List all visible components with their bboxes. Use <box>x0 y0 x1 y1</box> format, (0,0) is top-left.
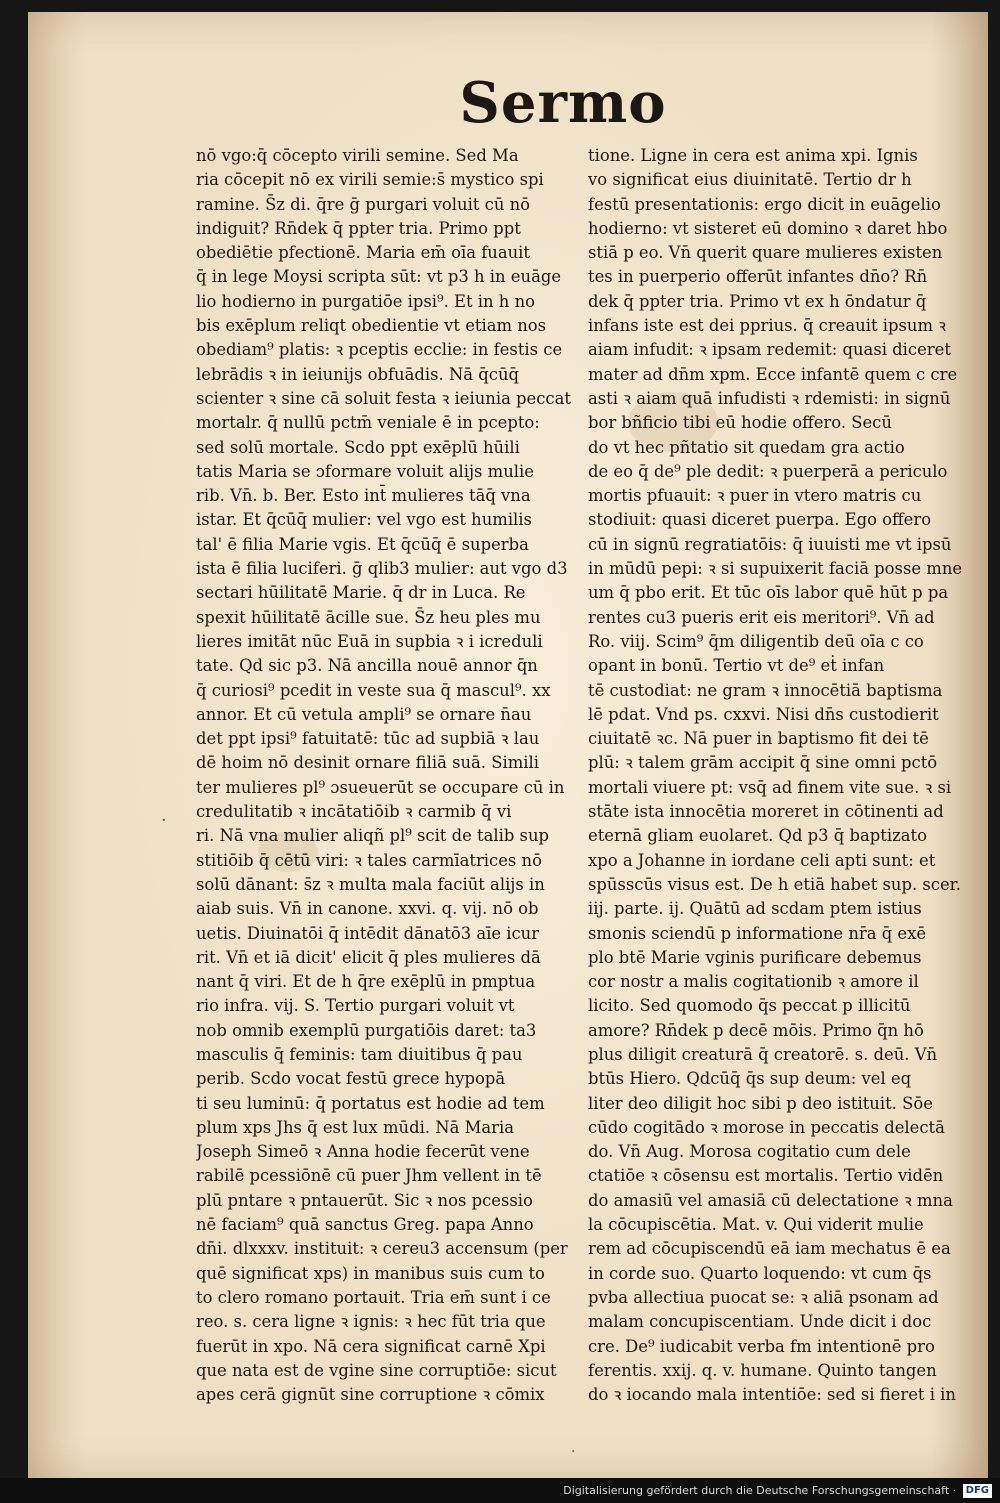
text-line: ti seu luminū: q̄ portatus est hodie ad tem <box>196 1093 545 1113</box>
text-line: mortali viuere pt: vsq̄ ad finem vite sue. ꝛ si <box>588 777 952 797</box>
margin-dot: · <box>571 1444 576 1460</box>
text-line: bis exēplum reliqt obedientie vt etiam nos <box>196 316 547 336</box>
text-line: la cōcupiscētia. Mat. v. Qui viderit mulie <box>588 1215 924 1235</box>
text-line: btūs Hiero. Qdcūq̄ q̄s sup deum: vel eq <box>588 1069 912 1089</box>
credit-text: Digitalisierung gefördert durch die Deutsche Forschungsgemeinschaft · <box>563 1484 957 1497</box>
text-line: stāte ista innocētia moreret in cōtinenti ad <box>588 802 944 822</box>
text-line: nant q̄ viri. Et de h q̄re exēplū in pmptua <box>196 972 536 992</box>
text-line: obediam⁹ platis: ꝛ pceptis ecclie: in festis ce <box>196 340 563 360</box>
text-line: tes in puerperio offerūt infantes dn̄o? Rn̄ <box>588 267 928 287</box>
text-line: in corde suo. Quarto loquendo: vt cum q̄s <box>588 1263 932 1283</box>
text-line: tione. Ligne in cera est anima xpi. Ignis <box>588 146 918 165</box>
text-line: mater ad dn̄m xpm. Ecce infantē quem c cre <box>588 364 958 384</box>
text-line: infans iste est dei pprius. q̄ creauit ipsum ꝛ <box>588 316 946 336</box>
text-line: stodiuit: quasi diceret puerpa. Ego offero <box>588 510 932 530</box>
text-line: xpo a Johanne in iordane celi apti sunt: et <box>588 850 936 870</box>
text-line: fuerūt in xpo. Nā cera significat carnē Xpi <box>196 1336 546 1356</box>
text-line: sed solū mortale. Scdo ppt exēplū hūili <box>196 437 520 457</box>
text-line: rabilē pcessiōnē cū puer Jhm vellent in tē <box>196 1166 542 1186</box>
text-line: annor. Et cū vetula ampli⁹ se ornare n̄au <box>196 704 532 724</box>
text-line: festū presentationis: ergo dicit in euāgelio <box>588 194 941 214</box>
text-line: perib. Scdo vocat festū grece hypopā <box>196 1069 506 1089</box>
text-line: cor nostr a malis cogitationib ꝛ amore il <box>588 972 919 992</box>
text-line: lio hodierno in purgatiōe ipsi⁹. Et in h no <box>196 291 535 311</box>
text-line: quē significat xps) in manibus suis cum to <box>196 1263 545 1283</box>
text-line: opant in bonū. Tertio vt de⁹ eṫ infan <box>588 656 885 676</box>
text-line: sectari hūilitatē Marie. q̄ dr in Luca. Re <box>196 583 526 603</box>
text-line: dek q̄ ppter tria. Primo vt ex h ōndatur q̄ <box>588 291 927 311</box>
text-line: mortalr. q̄ nullū pctm̄ veniale ē in pcepto: <box>196 413 540 433</box>
text-line: malam concupiscentiam. Unde dicit i doc <box>588 1312 932 1332</box>
text-line: in mūdū pepi: ꝛ si supuixerit faciā posse mne <box>588 559 963 579</box>
text-line: plus diligit creaturā q̄ creatorē. s. deū. Vn̄ <box>588 1044 938 1064</box>
text-line: aiab suis. Vn̄ in canone. xxvi. q. vij. nō ob <box>196 899 539 919</box>
text-line: reo. s. cera ligne ꝛ ignis: ꝛ hec fūt tria que <box>196 1312 546 1332</box>
text-line: mortis pfuauit: ꝛ puer in vtero matris cu <box>588 486 922 506</box>
text-line: tatis Maria se ɔformare voluit alijs mulie <box>196 461 534 481</box>
text-line: spexit hūilitatē ācille sue. S̄z heu ples mu <box>196 607 541 627</box>
text-line: credulitatib ꝛ incātatiōib ꝛ carmib q̄ vi <box>196 802 512 822</box>
text-line: rem ad cōcupiscendū eā iam mechatus ē ea <box>588 1239 951 1259</box>
text-line: tal' ē filia Marie vgis. Et q̄cūq̄ ē superba <box>196 534 529 554</box>
text-line: det ppt ipsi⁹ fatuitatē: tūc ad supbiā ꝛ lau <box>196 729 540 749</box>
text-line: iij. parte. ij. Quātū ad scdam ptem istius <box>588 899 922 919</box>
book-page <box>28 12 988 1478</box>
text-line: lebrādis ꝛ in ieiunijs obfuādis. Nā q̄cūq̄ <box>196 364 519 384</box>
text-line: do vt hec pñtatio sit quedam gra actio <box>588 437 905 457</box>
text-line: tē custodiat: ne gram ꝛ innocētiā baptisma <box>588 680 943 700</box>
page-title: Sermo <box>459 70 667 136</box>
text-line: stitiōib q̄ cētū viri: ꝛ tales carmīatrices nō <box>196 850 542 870</box>
digitization-credit-bar <box>0 1478 1000 1503</box>
text-line: q̄ in lege Moysi scripta sūt: vt p3 h in euāge <box>196 267 562 287</box>
text-line: rentes cu3 pueris erit eis meritori⁹. Vn̄ ad <box>588 607 935 627</box>
text-line: cūdo cogitādo ꝛ morose in peccatis delectā <box>588 1117 945 1137</box>
text-line: hodierno: vt sisteret eū domino ꝛ daret hbo <box>588 218 948 238</box>
text-line: ria cōcepit nō ex virili semie:s̄ mystico spi <box>196 170 544 190</box>
text-column-right <box>588 144 980 1407</box>
text-line: solū dānant: s̄z ꝛ multa mala faciūt alijs in <box>196 874 545 894</box>
text-line: que nata est de vgine sine corruptiōe: sicut <box>196 1360 557 1380</box>
text-line: ciuitatē ꝛc. Nā puer in baptismo fit dei tē <box>588 729 929 749</box>
text-line: ramine. S̄z di. q̄re ḡ purgari voluit cū nō <box>196 194 531 214</box>
text-line: dē hoim nō desinit ornare filiā suā. Simili <box>196 753 539 773</box>
text-line: masculis q̄ feminis: tam diuitibus q̄ pau <box>196 1044 523 1064</box>
text-line: Joseph Simeō ꝛ Anna hodie fecerūt vene <box>196 1142 530 1162</box>
text-line: nō vgo:q̄ cōcepto virili semine. Sed Ma <box>196 146 519 165</box>
text-line: uetis. Diuinatōi q̄ intēdit dānatō3 aīe icur <box>196 923 540 943</box>
text-line: indiguit? Rn̄dek q̄ ppter tria. Primo ppt <box>196 218 521 238</box>
text-line: bor bñficio tibi eū hodie offero. Secū <box>588 413 892 433</box>
text-line: rib. Vn̄. b. Ber. Esto int̄ mulieres tāq̄ vna <box>196 486 531 506</box>
text-line: ista ē filia luciferi. ḡ qlib3 mulier: aut vgo d3 <box>196 559 568 579</box>
text-line: do amasiū vel amasiā cū delectatione ꝛ mna <box>588 1190 953 1210</box>
text-line: ferentis. xxij. q. v. humane. Quinto tangen <box>588 1360 937 1380</box>
text-line: do. Vn̄ Aug. Morosa cogitatio cum dele <box>588 1142 911 1162</box>
text-line: istar. Et q̄cūq̄ mulier: vel vgo est humilis <box>196 510 532 530</box>
text-line: Ro. viij. Scim⁹ q̄m diligentib deū oīa c co <box>588 631 924 651</box>
text-line: tate. Qd sic p3. Nā ancilla nouē annor q̄n <box>196 656 538 676</box>
text-line: um q̄ pbo erit. Et tūc oīs labor quē hūt p pa <box>588 583 949 603</box>
text-line: aiam infudit: ꝛ ipsam redemit: quasi diceret <box>588 340 951 360</box>
text-line: spūsscūs visus est. De h etiā habet sup. scer. <box>588 874 961 894</box>
text-line: scienter ꝛ sine cā soluit festa ꝛ ieiunia peccat <box>196 388 571 408</box>
text-line: plū: ꝛ talem grām accipit q̄ sine omni pctō <box>588 753 938 773</box>
text-line: dn̄i. dlxxxv. instituit: ꝛ cereu3 accensum (per <box>196 1239 568 1259</box>
text-line: pvba allectiua puocat se: ꝛ aliā psonam ad <box>588 1287 939 1307</box>
text-line: eternā gliam euolaret. Qd p3 q̄ baptizato <box>588 826 927 846</box>
text-line: rit. Vn̄ et iā dicit' elicit q̄ ples mulieres dā <box>196 947 541 967</box>
text-line: plum xps Jhs q̄ est lux mūdi. Nā Maria <box>196 1117 514 1137</box>
text-line: asti ꝛ aiam quā infudisti ꝛ rdemisti: in signū <box>588 388 951 408</box>
text-line: plo btē Marie vginis purificare debemus <box>588 947 922 967</box>
text-line: ter mulieres pl⁹ ɔsueuerūt se occupare cū in <box>196 777 565 797</box>
text-line: liter deo diligit hoc sibi p deo istituit. Sōe <box>588 1093 933 1113</box>
text-line: amore? Rn̄dek p decē mōis. Primo q̄n hō <box>588 1020 924 1040</box>
text-line: ri. Nā vna mulier aliqñ pl⁹ scit de talib sup <box>196 826 550 846</box>
text-line: to clero romano portauit. Tria em̄ sunt i ce <box>196 1287 551 1307</box>
text-line: nob omnib exemplū purgatiōis daret: ta3 <box>196 1020 537 1040</box>
text-line: cū in signū regratiatōis: q̄ iuuisti me vt ipsū <box>588 534 952 554</box>
text-line: obediētie pfectionē. Maria em̄ oīa fuauit <box>196 243 530 263</box>
text-line: rio infra. vij. S. Tertio purgari voluit vt <box>196 996 515 1016</box>
text-line: lieres imitāt nūc Euā in supbia ꝛ i icreduli <box>196 631 543 651</box>
text-line: ctatiōe ꝛ cōsensu est mortalis. Tertio vidēn <box>588 1166 944 1186</box>
dfg-logo: DFG <box>963 1484 992 1498</box>
text-line: nē faciam⁹ quā sanctus Greg. papa Anno <box>196 1215 534 1235</box>
text-line: de eo q̄ de⁹ ple dedit: ꝛ puerperā a periculo <box>588 461 948 481</box>
text-line: licito. Sed quomodo q̄s peccat p illicitū <box>588 996 911 1016</box>
text-line: plū pntare ꝛ pntauerūt. Sic ꝛ nos pcessio <box>196 1190 533 1210</box>
text-line: apes cerā gignūt sine corruptione ꝛ cōmix <box>196 1385 545 1405</box>
text-line: q̄ curiosi⁹ pcedit in veste sua q̄ mascul⁹. xx <box>196 680 551 700</box>
text-line: stiā p eo. Vn̄ querit quare mulieres existen <box>588 243 943 263</box>
text-line: smonis sciendū p informatione nr̄a q̄ exē <box>588 923 927 943</box>
text-line: lē pdat. Vnd ps. cxxvi. Nisi dn̄s custodierit <box>588 704 939 724</box>
text-line: cre. De⁹ iudicabit verba fm intentionē pro <box>588 1336 935 1356</box>
text-column-left <box>196 144 596 1407</box>
margin-dot: · <box>161 810 167 831</box>
text-line: vo significat eius diuinitatē. Tertio dr h <box>588 170 912 190</box>
text-line: do ꝛ iocando mala intentiōe: sed si fieret i in <box>588 1385 956 1405</box>
